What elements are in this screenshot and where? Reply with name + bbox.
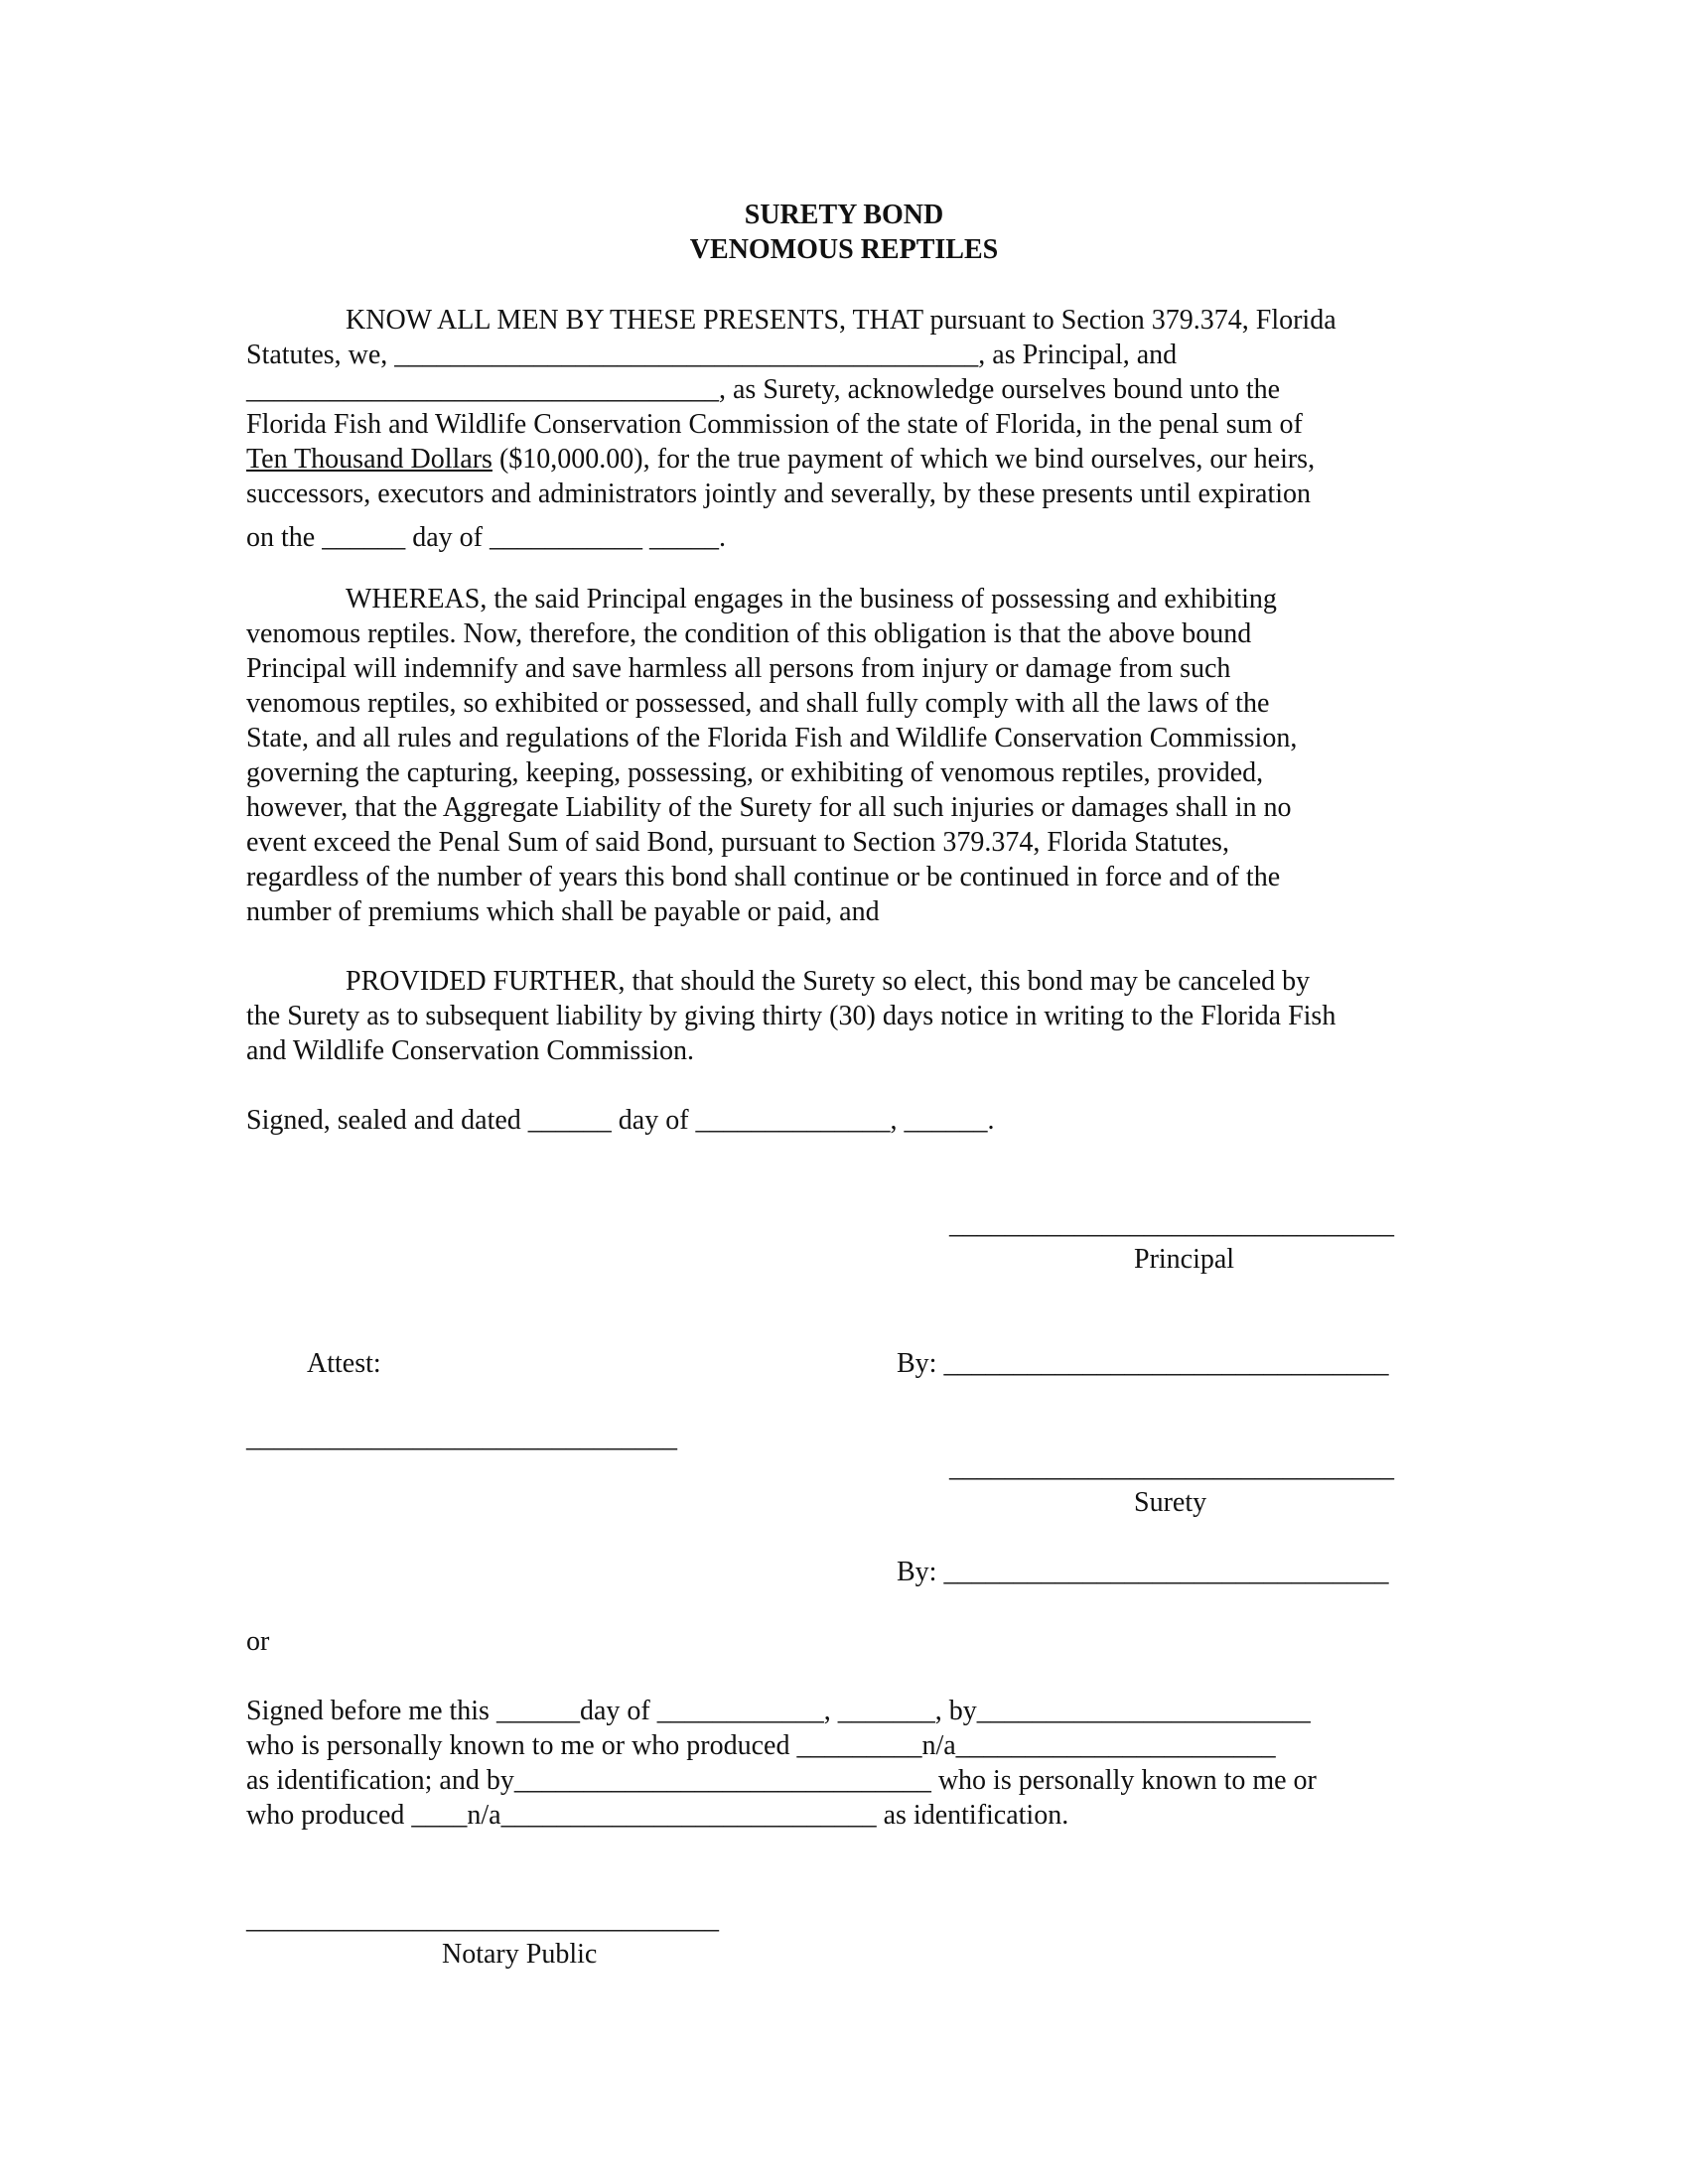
p2-line-10: number of premiums which shall be payable or paid, and xyxy=(246,896,880,927)
p2-line-9: regardless of the number of years this bond shall continue or be continued in force and of the xyxy=(246,862,1281,892)
p1-line-5 xyxy=(246,442,1428,477)
p2-line-8: event exceed the Penal Sum of said Bond, pursuant to Section 379.374, Florida Statutes, xyxy=(246,827,1229,858)
p2-line-3: Principal will indemnify and save harmless all persons from injury or damage from such xyxy=(246,653,1231,684)
surety-signature-line: ________________________________ xyxy=(949,1452,1394,1483)
p2-line-4: venomous reptiles, so exhibited or possessed, and shall fully comply with all the laws of the xyxy=(246,688,1270,719)
attest-label: Attest: xyxy=(307,1348,381,1379)
notary-line-1: Signed before me this ______day of ____________, _______, by________________________ xyxy=(246,1696,1311,1726)
notary-line-4: who produced ____n/a___________________________ as identification. xyxy=(246,1800,1069,1831)
principal-signature-line: ________________________________ xyxy=(949,1209,1394,1240)
p2-line-6: governing the capturing, keeping, possessing, or exhibiting of venomous reptiles, provided, xyxy=(246,757,1264,788)
signed-sealed-dated-line: Signed, sealed and dated ______ day of ______________, ______. xyxy=(246,1105,995,1136)
principal-label: Principal xyxy=(1134,1244,1235,1275)
p1-line-2: Statutes, we, __________________________________________, as Principal, and xyxy=(246,340,1178,370)
p2-line-2: venomous reptiles. Now, therefore, the condition of this obligation is that the above bound xyxy=(246,618,1252,649)
p1-line-7: on the ______ day of ___________ _____. xyxy=(246,522,726,553)
attest-signature-line: _______________________________ xyxy=(246,1423,677,1453)
notary-public-label: Notary Public xyxy=(442,1939,598,1970)
p1-line-5-rest: ($10,000.00), for the true payment of which we bind ourselves, our heirs, xyxy=(492,444,1316,475)
p1-line-4: Florida Fish and Wildlife Conservation Commission of the state of Florida, in the penal sum of xyxy=(246,409,1303,440)
surety-by-line: By: ________________________________ xyxy=(897,1557,1389,1587)
surety-label: Surety xyxy=(1134,1487,1207,1518)
penal-sum-words: Ten Thousand Dollars xyxy=(246,444,492,475)
p1-line-1: KNOW ALL MEN BY THESE PRESENTS, THAT pursuant to Section 379.374, Florida xyxy=(346,305,1336,336)
document-subtitle: VENOMOUS REPTILES xyxy=(689,234,999,265)
p2-line-5: State, and all rules and regulations of the Florida Fish and Wildlife Conservation Commission, xyxy=(246,723,1298,753)
p3-line-1: PROVIDED FURTHER, that should the Surety so elect, this bond may be canceled by xyxy=(346,966,1311,997)
p3-line-3: and Wildlife Conservation Commission. xyxy=(246,1035,694,1066)
notary-signature-line: __________________________________ xyxy=(246,1904,719,1935)
or-label: or xyxy=(246,1626,270,1657)
notary-line-2: who is personally known to me or who produced _________n/a_______________________ xyxy=(246,1730,1276,1761)
p2-line-7: however, that the Aggregate Liability of the Surety for all such injuries or damages shall in no xyxy=(246,792,1292,823)
p1-line-6: successors, executors and administrators jointly and severally, by these presents until expiration xyxy=(246,478,1312,509)
document-title: SURETY BOND xyxy=(744,200,944,230)
p3-line-2: the Surety as to subsequent liability by giving thirty (30) days notice in writing to the Florida Fish xyxy=(246,1001,1336,1031)
p2-line-1: WHEREAS, the said Principal engages in the business of possessing and exhibiting xyxy=(346,584,1277,614)
principal-by-line: By: ________________________________ xyxy=(897,1348,1389,1379)
p1-line-3: __________________________________, as Surety, acknowledge ourselves bound unto the xyxy=(246,374,1281,405)
notary-line-3: as identification; and by______________________________ who is personally known to me or xyxy=(246,1765,1317,1796)
